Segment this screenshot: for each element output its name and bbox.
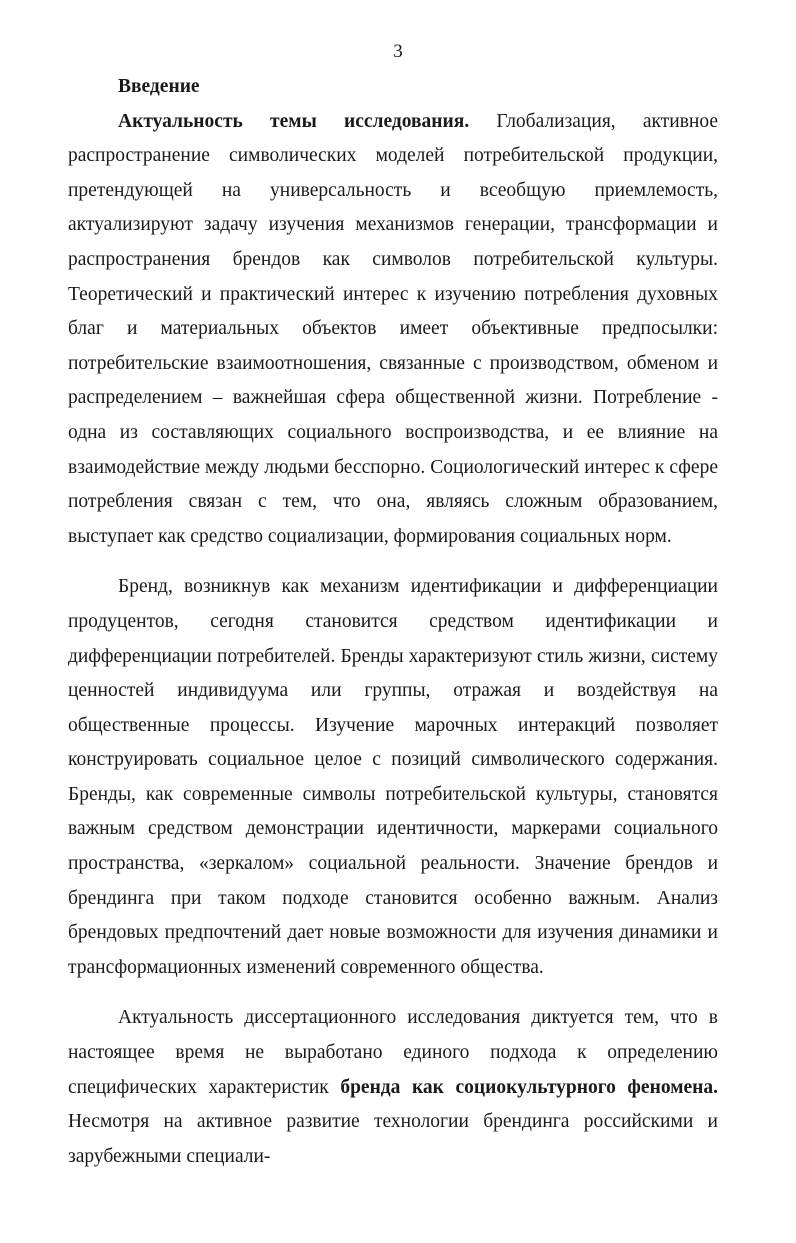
- document-body: [68, 70, 718, 1174]
- relevance-lead: Актуальность темы исследования.: [118, 110, 470, 132]
- section-heading: Введение: [118, 76, 200, 97]
- dissertation-text-after: Несмотря на активное развитие технологии брендинга российскими и зарубежными специали-: [68, 1111, 718, 1167]
- dissertation-text-before: Актуальность диссертационного исследования диктуется тем, что в настоящее время не выработано единого подхода к определению специфических характеристик: [68, 1007, 718, 1098]
- brand-text: Бренд, возникнув как механизм идентификации и дифференциации продуцентов, сегодня становится средством идентификации и дифференциации потребителей. Бренды характеризуют стиль жизни, систему ценностей индивидуума или группы, отражая и воздействуя на общественные процессы. Изучение марочных интеракций позволяет конструировать социальное целое с позиций символического содержания. Бренды, как современные символы потребительской культуры, становятся важным средством демонстрации идентичности, маркерами социального пространства, «зеркалом» социальной реальности. Значение брендов и брендинга при таком подходе становится особенно важным. Анализ брендовых предпочтений дает новые возможности для изучения динамики и трансформационных изменений современного общества.: [68, 576, 718, 978]
- paragraph-brand: [68, 570, 718, 985]
- dissertation-bold: бренда как социокультурного феномена.: [340, 1076, 718, 1098]
- paragraph-dissertation: [68, 1001, 718, 1174]
- paragraph-relevance: [68, 105, 718, 555]
- relevance-text: Глобализация, активное распространение символических моделей потребительской продукции, претендующей на универсальность и всеобщую приемлемость, актуализируют задачу изучения механизмов генерации, трансформации и распространения брендов как символов потребительской культуры. Теоретический и практический интерес к изучению потребления духовных благ и материальных объектов имеет объективные предпосылки: потребительские взаимоотношения, связанные с производством, обменом и распределением – важнейшая сфера общественной жизни. Потребление - одна из составляющих социального воспроизводства, и ее влияние на взаимодействие между людьми бесспорно. Социологический интерес к сфере потребления связан с тем, что она, являясь сложным образованием, выступает как средство социализации, формирования социальных норм.: [68, 110, 718, 547]
- page-number: 3: [393, 41, 403, 62]
